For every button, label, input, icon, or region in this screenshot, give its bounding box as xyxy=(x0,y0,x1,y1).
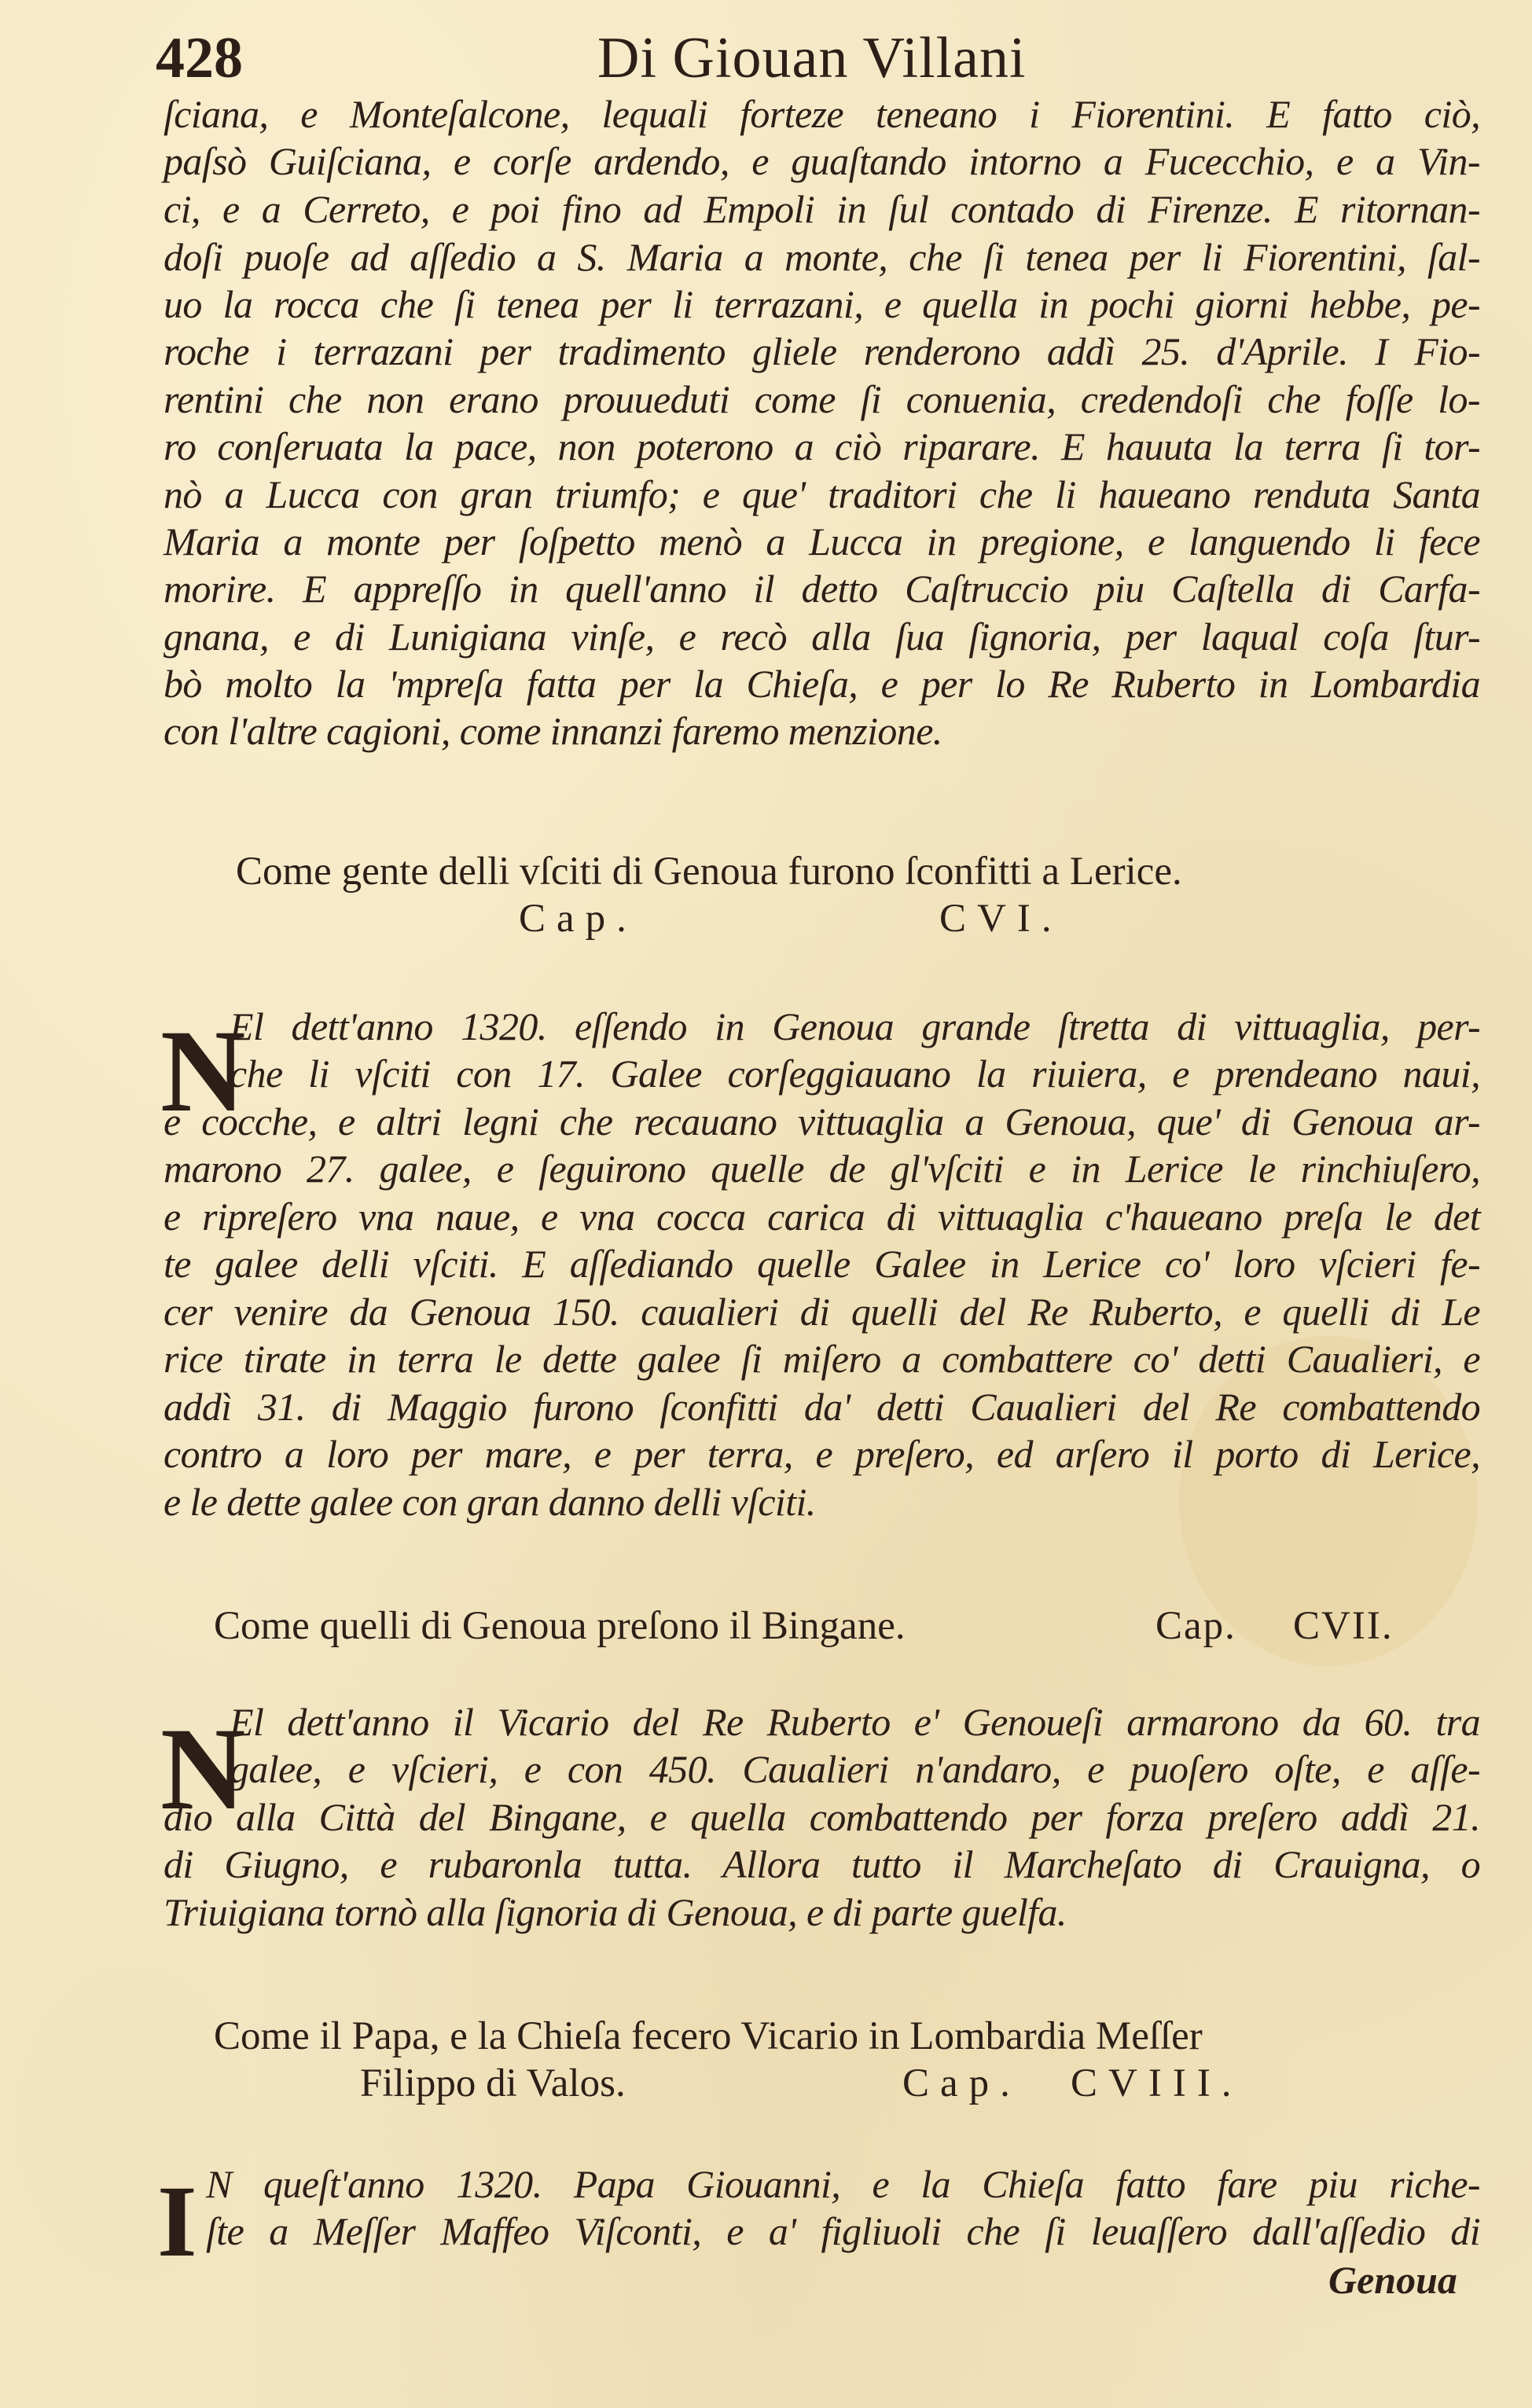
text-line: ſte a Meſſer Maffeo Viſconti, e a' figliuoli che ſi leuaſſero dall'aſſedio di xyxy=(206,2209,1480,2253)
running-title: Di Giouan Villani xyxy=(597,26,1027,90)
text-line: te galee delli vſciti. E aſſediando quelle Galee in Lerice co' loro vſcieri fe- xyxy=(163,1242,1480,1286)
text-line: N queſt'anno 1320. Papa Giouanni, e la Chieſa fatto fare piu riche- xyxy=(206,2162,1480,2206)
chapter-title-continued: Filippo di Valos. xyxy=(360,2061,626,2105)
text-line: El dett'anno 1320. eſſendo in Genoua grande ſtretta di vittuaglia, per- xyxy=(230,1004,1480,1048)
text-line: che li vſciti con 17. Galee corſeggiauano la riuiera, e prendeano naui, xyxy=(230,1052,1480,1096)
text-line: bò molto la 'mpreſa fatta per la Chieſa, e per lo Re Ruberto in Lombardia xyxy=(163,662,1480,706)
text-line: contro a loro per mare, e per terra, e preſero, ed arſero il porto di Lerice, xyxy=(163,1432,1480,1476)
drop-cap: N xyxy=(160,1704,246,1834)
text-line: gnana, e di Lunigiana vinſe, e recò alla ſua ſignoria, per laqual coſa ſtur- xyxy=(163,615,1480,659)
text-line: marono 27. galee, e ſeguirono quelle de gl'vſciti e in Lerice le rinchiuſero, xyxy=(163,1147,1480,1191)
text-line: ci, e a Cerreto, e poi fino ad Empoli in ſul contado di Firenze. E ritornan- xyxy=(163,187,1480,231)
text-line: dio alla Città del Bingane, e quella combattendo per forza preſero addì 21. xyxy=(163,1795,1480,1839)
text-line: uo la rocca che ſi tenea per li terrazani, e quella in pochi giorni hebbe, pe- xyxy=(163,282,1480,326)
text-line: rentini che non erano prouueduti come ſi conuenia, credendoſi che foſſe lo- xyxy=(163,377,1480,421)
page-number: 428 xyxy=(156,26,243,90)
text-line: di Giugno, e rubaronla tutta. Allora tutto il Marcheſato di Crauigna, o xyxy=(163,1842,1480,1886)
chapter-label: Cap. xyxy=(1155,1604,1236,1648)
chapter-title: Come gente delli vſciti di Genoua furono ſconfitti a Lerice. xyxy=(236,850,1182,894)
text-line: Triuigiana tornò alla ſignoria di Genoua, e di parte guelfa. xyxy=(163,1890,1067,1934)
drop-cap: I xyxy=(157,2165,197,2278)
text-line: nò a Lucca con gran triumfo; e que' traditori che li haueano renduta Santa xyxy=(163,472,1480,516)
chapter-number: CVIII. xyxy=(1071,2061,1243,2105)
text-line: ſciana, e Monteſalcone, lequali forteze teneano i Fiorentini. E fatto ciò, xyxy=(163,92,1480,136)
text-line: ro conſeruata la pace, non poterono a ciò riparare. E hauuta la terra ſi tor- xyxy=(163,424,1480,468)
chapter-label: Cap. xyxy=(519,897,637,941)
text-line: El dett'anno il Vicario del Re Ruberto e' Genoueſi armarono da 60. tra xyxy=(230,1700,1480,1744)
text-line: con l'altre cagioni, come innanzi faremo menzione. xyxy=(163,709,942,753)
text-line: addì 31. di Maggio furono ſconfitti da' detti Caualieri del Re combattendo xyxy=(163,1385,1480,1429)
chapter-number: CVI. xyxy=(939,897,1063,941)
text-line: e cocche, e altri legni che recauano vittuaglia a Genoua, que' di Genoua ar- xyxy=(163,1099,1480,1143)
drop-cap: N xyxy=(160,1006,246,1136)
text-line: e le dette galee con gran danno delli vſciti. xyxy=(163,1480,816,1524)
chapter-title: Come quelli di Genoua preſono il Bingane. xyxy=(214,1604,906,1648)
chapter-label: Cap. xyxy=(902,2061,1021,2105)
catchword: Genoua xyxy=(1328,2258,1457,2302)
text-line: paſsò Guiſciana, e corſe ardendo, e guaſtando intorno a Fucecchio, e a Vin- xyxy=(163,139,1480,183)
text-line: doſi puoſe ad aſſedio a S. Maria a monte, che ſi tenea per li Fiorentini, ſal- xyxy=(163,235,1480,279)
text-line: galee, e vſcieri, e con 450. Caualieri n'andaro, e puoſero oſte, e aſſe- xyxy=(230,1747,1480,1791)
text-line: roche i terrazani per tradimento gliele renderono addì 25. d'Aprile. I Fio- xyxy=(163,329,1480,373)
chapter-title: Come il Papa, e la Chieſa fecero Vicario in Lombardia Meſſer xyxy=(214,2014,1203,2058)
chapter-number: CVII. xyxy=(1293,1604,1394,1648)
text-line: e ripreſero vna naue, e vna cocca carica di vittuaglia c'haueano preſa le det xyxy=(163,1195,1480,1239)
text-line: morire. E appreſſo in quell'anno il detto Caſtruccio piu Caſtella di Carfa- xyxy=(163,567,1480,611)
text-line: Maria a monte per ſoſpetto menò a Lucca in pregione, e languendo li fece xyxy=(163,519,1480,563)
text-line: cer venire da Genoua 150. caualieri di quelli del Re Ruberto, e quelli di Le xyxy=(163,1290,1480,1334)
text-line: rice tirate in terra le dette galee ſi miſero a combattere co' detti Caualieri, e xyxy=(163,1337,1480,1381)
